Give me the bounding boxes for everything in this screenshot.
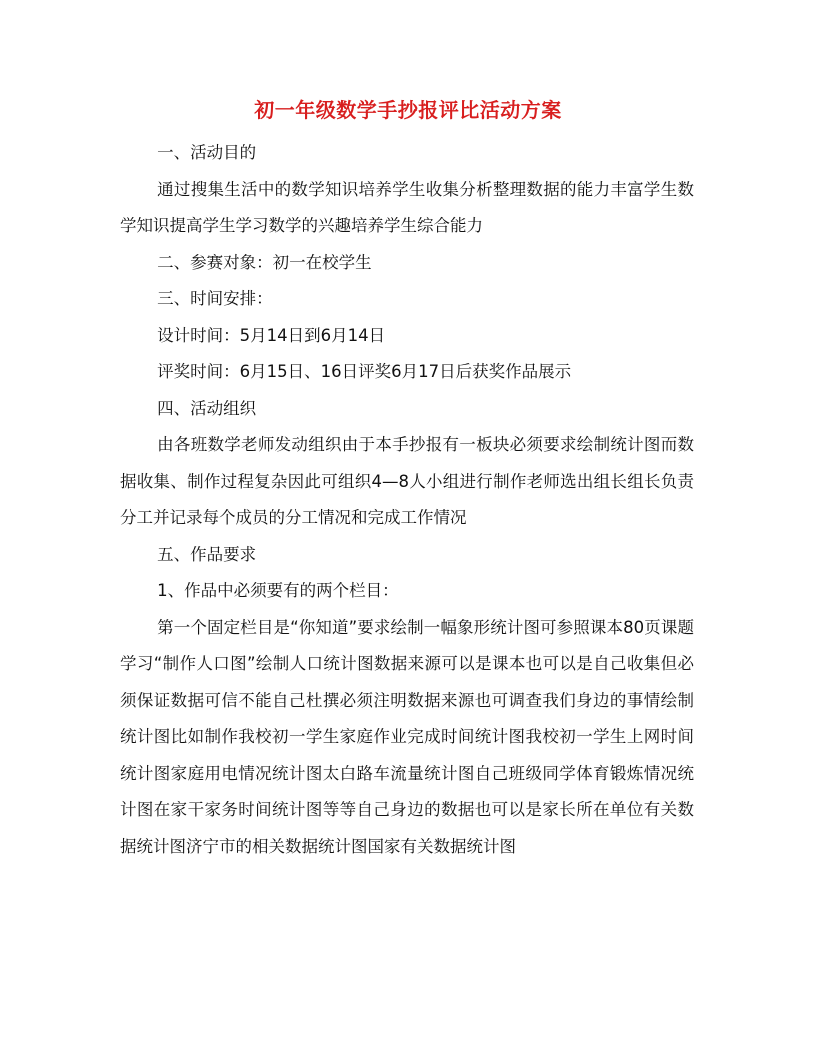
paragraph-first-column: 第一个固定栏目是“你知道”要求绘制一幅象形统计图可参照课本80页课题学习“制作人口图”绘制人口统计图数据来源可以是课本也可以是自己收集但必须保证数据可信不能自己杜撰必须注明数据来源也可调查我们身边的事情绘制统计图比如制作我校初一学生家庭作业完成时间统计图我校初一学生上网时间统计图家庭用电情况统计图太白路车流量统计图自己班级同学体育锻炼情况统计图在家干家务时间统计图等等自己身边的数据也可以是家长所在单位有关数据统计图济宁市的相关数据统计图国家有关数据统计图 [120,617,694,856]
heading-activity-purpose: 一、活动目的 [157,143,257,162]
paragraph-purpose: 通过搜集生活中的数学知识培养学生收集分析整理数据的能力丰富学生数学知识提高学生学习数学的兴趣培养学生综合能力 [120,179,694,235]
schedule-award-time: 评奖时间：6月15日、16日评奖6月17日后获奖作品展示 [157,362,572,381]
paragraph-organization: 由各班数学老师发动组织由于本手抄报有一板块必须要求绘制统计图而数据收集、制作过程复杂因此可组织4—8人小组进行制作老师选出组长组长负责分工并记录每个成员的分工情况和完成工作情况 [120,435,694,527]
document-body [120,135,694,865]
requirement-item-1: 1、作品中必须要有的两个栏目： [157,581,399,600]
heading-schedule: 三、时间安排： [157,289,273,308]
heading-organization: 四、活动组织 [157,398,257,418]
heading-participants: 二、参赛对象：初一在校学生 [157,252,372,272]
schedule-design-time: 设计时间：5月14日到6月14日 [157,325,386,345]
heading-requirements: 五、作品要求 [157,544,257,564]
document-title: 初一年级数学手抄报评比活动方案 [254,98,562,122]
